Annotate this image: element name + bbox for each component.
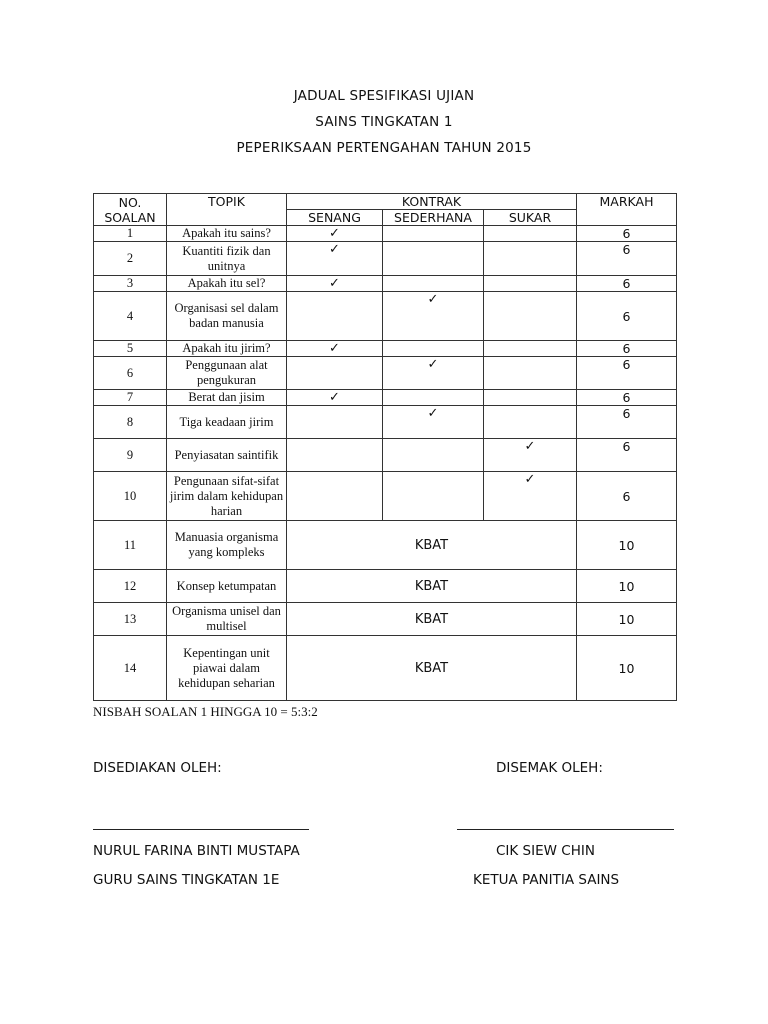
question-topic: Tiga keadaan jirim [167,406,287,439]
kbat-cell: KBAT [287,521,577,570]
level-cell-sukar [484,390,577,406]
question-number: 12 [94,570,167,603]
level-cell-sukar [484,472,577,521]
checkmark-icon: ✓ [329,390,340,405]
level-cell-senang [287,341,383,357]
specification-table [93,193,677,701]
table-row [94,226,677,242]
question-topic: Kepentingan unit piawai dalam kehidupan seharian [167,636,287,701]
header-sukar: SUKAR [484,210,577,226]
table-row [94,636,677,701]
question-marks: 6 [577,276,677,292]
checkmark-icon: ✓ [427,406,439,421]
question-topic: Manuasia organisma yang kompleks [167,521,287,570]
checkmark-icon: ✓ [427,357,439,372]
question-number: 10 [94,472,167,521]
checked-by-name: CIK SIEW CHIN [496,843,595,859]
document-title: JADUAL SPESIFIKASI UJIAN [293,88,475,104]
table-row [94,341,677,357]
table-row [94,276,677,292]
question-topic: Pengunaan sifat-sifat jirim dalam kehidupan harian [167,472,287,521]
kbat-cell: KBAT [287,603,577,636]
level-cell-senang [287,292,383,341]
header-topic: TOPIK [167,194,287,226]
table-row [94,292,677,341]
question-topic: Kuantiti fizik dan unitnya [167,242,287,276]
level-cell-sederhana [383,472,484,521]
table-row [94,390,677,406]
kbat-cell: KBAT [287,636,577,701]
exam-title: PEPERIKSAAN PERTENGAHAN TAHUN 2015 [236,140,532,156]
question-topic: Organisasi sel dalam badan manusia [167,292,287,341]
question-marks: 10 [577,521,677,570]
ratio-note: NISBAH SOALAN 1 HINGGA 10 = 5:3:2 [93,704,318,719]
question-topic: Berat dan jisim [167,390,287,406]
table-row [94,603,677,636]
table-row [94,521,677,570]
question-number: 3 [94,276,167,292]
level-cell-sukar [484,406,577,439]
question-marks: 6 [577,406,677,439]
level-cell-sukar [484,292,577,341]
level-cell-senang [287,439,383,472]
level-cell-sukar [484,357,577,390]
question-marks: 6 [577,439,677,472]
question-topic: Apakah itu jirim? [167,341,287,357]
question-number: 14 [94,636,167,701]
checkmark-icon: ✓ [329,341,340,356]
question-marks: 10 [577,603,677,636]
level-cell-senang [287,276,383,292]
question-marks: 6 [577,292,677,341]
level-cell-senang [287,406,383,439]
question-number: 7 [94,390,167,406]
question-number: 13 [94,603,167,636]
question-topic: Apakah itu sains? [167,226,287,242]
document-subtitle: SAINS TINGKATAN 1 [315,114,453,130]
question-marks: 10 [577,570,677,603]
header-senang: SENANG [287,210,383,226]
level-cell-senang [287,242,383,276]
checkmark-icon: ✓ [524,439,536,454]
level-cell-sukar [484,226,577,242]
table-body [94,226,677,701]
level-cell-sukar [484,439,577,472]
prepared-by-name: NURUL FARINA BINTI MUSTAPA [93,843,300,859]
header-sederhana: SEDERHANA [383,210,484,226]
level-cell-senang [287,390,383,406]
table-row [94,242,677,276]
checkmark-icon: ✓ [524,472,536,487]
question-topic: Penggunaan alat pengukuran [167,357,287,390]
question-topic: Konsep ketumpatan [167,570,287,603]
question-number: 5 [94,341,167,357]
prepared-by-label: DISEDIAKAN OLEH: [93,760,222,776]
level-cell-senang [287,472,383,521]
header-markah: MARKAH [577,194,677,226]
question-marks: 6 [577,357,677,390]
checkmark-icon: ✓ [329,242,340,257]
table-row [94,439,677,472]
checked-signature-line [457,829,674,830]
table-row [94,406,677,439]
table-row [94,472,677,521]
checkmark-icon: ✓ [329,276,340,291]
level-cell-sederhana [383,292,484,341]
question-marks: 6 [577,472,677,521]
level-cell-sederhana [383,341,484,357]
table-row [94,357,677,390]
prepared-by-title: GURU SAINS TINGKATAN 1E [93,872,280,888]
table-row [94,570,677,603]
header-no: NO. SOALAN [94,194,167,226]
level-cell-sederhana [383,357,484,390]
level-cell-sederhana [383,226,484,242]
question-number: 6 [94,357,167,390]
checkmark-icon: ✓ [427,292,439,307]
question-number: 1 [94,226,167,242]
question-marks: 6 [577,341,677,357]
question-marks: 6 [577,390,677,406]
question-topic: Organisma unisel dan multisel [167,603,287,636]
question-number: 11 [94,521,167,570]
checked-by-label: DISEMAK OLEH: [496,760,603,776]
level-cell-sederhana [383,390,484,406]
question-number: 8 [94,406,167,439]
question-topic: Penyiasatan saintifik [167,439,287,472]
level-cell-sukar [484,242,577,276]
checked-by-title: KETUA PANITIA SAINS [473,872,620,888]
level-cell-sederhana [383,276,484,292]
level-cell-sederhana [383,242,484,276]
question-number: 2 [94,242,167,276]
question-topic: Apakah itu sel? [167,276,287,292]
level-cell-sederhana [383,406,484,439]
question-number: 9 [94,439,167,472]
question-marks: 6 [577,226,677,242]
kbat-cell: KBAT [287,570,577,603]
prepared-signature-line [93,829,309,830]
question-marks: 10 [577,636,677,701]
header-kontrak: KONTRAK [287,194,577,210]
level-cell-senang [287,357,383,390]
question-marks: 6 [577,242,677,276]
level-cell-senang [287,226,383,242]
level-cell-sederhana [383,439,484,472]
question-number: 4 [94,292,167,341]
level-cell-sukar [484,341,577,357]
checkmark-icon: ✓ [329,226,340,241]
level-cell-sukar [484,276,577,292]
